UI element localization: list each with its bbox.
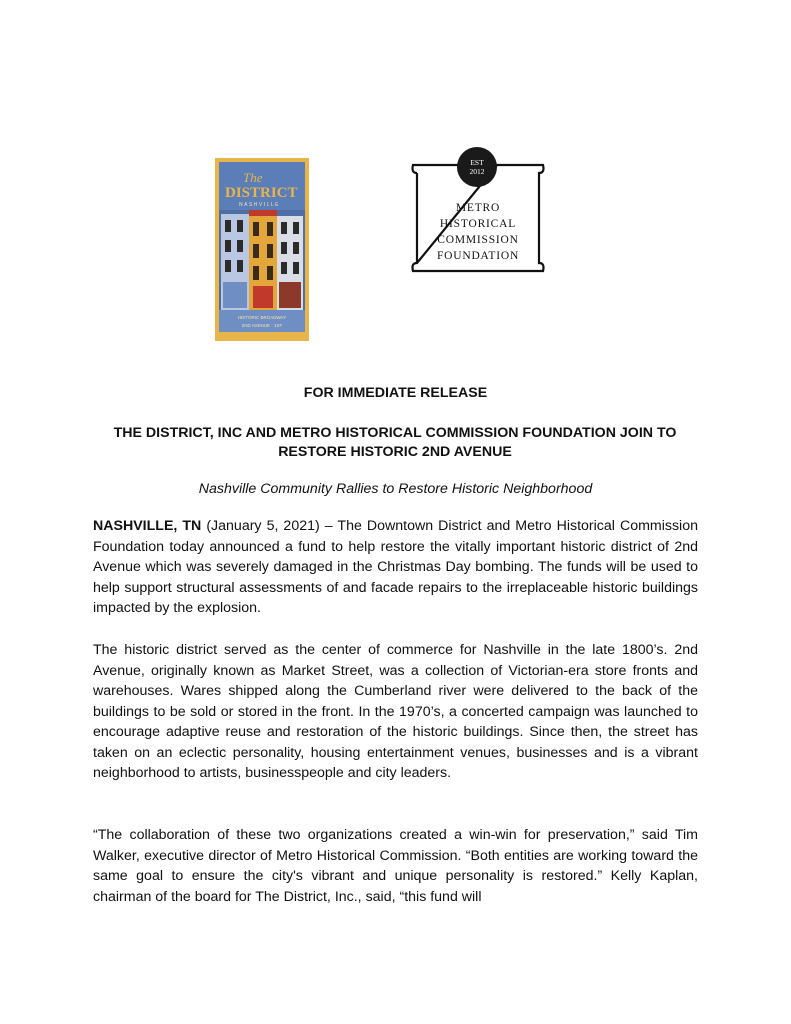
mhcf-line-1: METRO bbox=[455, 202, 501, 214]
badge-year: 2012 bbox=[469, 167, 485, 176]
svg-text:The: The bbox=[243, 170, 263, 185]
headline: THE DISTRICT, INC AND METRO HISTORICAL COMMISSION FOUNDATION JOIN TO RESTORE HISTORIC 2ND AVENUE bbox=[113, 425, 677, 460]
svg-text:2ND AVENUE · 1ST: 2ND AVENUE · 1ST bbox=[241, 323, 283, 328]
svg-text:HISTORIC BROADWAY: HISTORIC BROADWAY bbox=[237, 315, 287, 320]
dateline: NASHVILLE, TN bbox=[93, 518, 202, 534]
paragraph-1 bbox=[93, 516, 698, 619]
svg-text:NASHVILLE: NASHVILLE bbox=[239, 202, 281, 208]
paragraph-2: The historic district served as the center of commerce for Nashville in the late 1800’s. 2nd Avenue, originally known as Market Street, was a collection of Victorian-era store fronts and warehouses. Wares shipped along the Cumberland river were delivered to the back of the buildings to be sold or stored in the front. In the 1970’s, a concerted campaign was launched to encourage adaptive reuse and restoration of the historic buildings. Since then, the street has taken on an eclectic personality, housing entertainment venues, businesses and is a vibrant neighborhood to artists, businesspeople and city leaders. bbox=[93, 642, 698, 781]
mhcf-wordmark bbox=[409, 200, 547, 264]
subheadline: Nashville Community Rallies to Restore Historic Neighborhood bbox=[198, 481, 593, 497]
mhcf-line-4: FOUNDATION bbox=[436, 250, 520, 262]
svg-text:DISTRICT: DISTRICT bbox=[225, 185, 298, 201]
mhcf-logo bbox=[409, 145, 547, 290]
mhcf-line-2: HISTORICAL bbox=[439, 218, 517, 230]
badge-est: EST bbox=[470, 158, 484, 167]
established-badge bbox=[457, 147, 497, 187]
mhcf-line-3: COMMISSION bbox=[437, 234, 519, 246]
district-logo bbox=[215, 158, 309, 341]
paragraph-3: “The collaboration of these two organizations created a win-win for preservation,” said Tim Walker, executive director of Metro Historical Commission. “Both entities are working toward the same goal to ensure the city's vibrant and unique personality is restored.” Kelly Kaplan, chairman of the board for The District, Inc., said, “this fund will bbox=[93, 827, 698, 905]
paragraph-1-text: (January 5, 2021) – The Downtown District and Metro Historical Commission Foundation today announced a fund to help restore the vitally important historic district of 2nd Avenue which was severely damaged in the Christmas Day bombing. The funds will be used to help support structural assessments of and facade repairs to the irreplaceable historic buildings impacted by the explosion. bbox=[93, 518, 698, 616]
release-label: FOR IMMEDIATE RELEASE bbox=[303, 385, 488, 401]
